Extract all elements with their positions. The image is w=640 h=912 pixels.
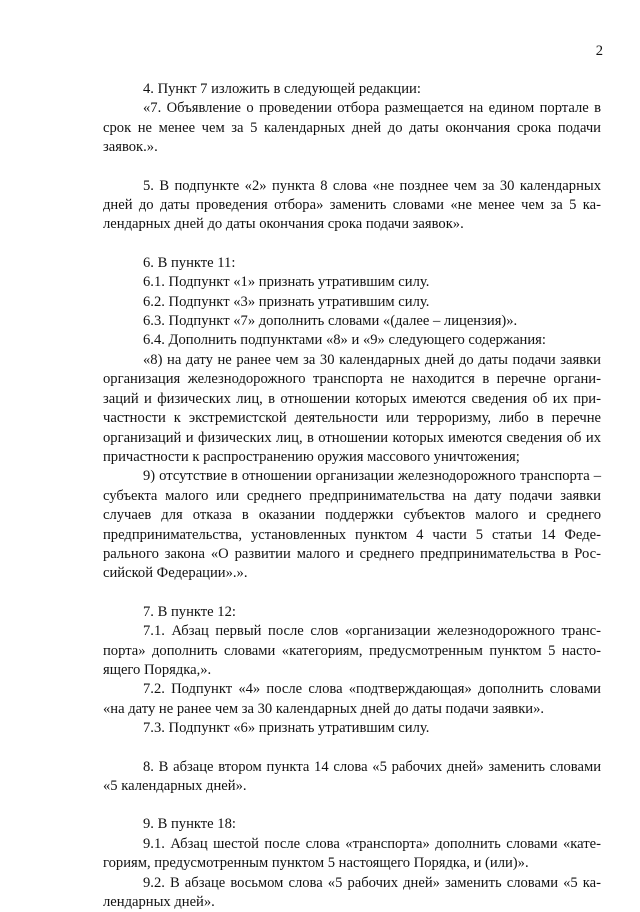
paragraph-item-9-1: 9.1. Абзац шестой после слова «транспорта» дополнить словами «категориям, предусмотренным пунктом 5 настоящего Порядка, и (или)».	[103, 835, 601, 872]
paragraph-item-8: 8. В абзаце втором пункта 14 слова «5 рабочих дней» заменить словами «5 календарных дней».	[103, 758, 601, 794]
paragraph-item-7-3: 7.3. Подпункт «6» признать утратившим силу.	[143, 720, 430, 737]
paragraph-gap	[103, 584, 601, 603]
paragraph-item-7-text: «7. Объявление о проведении отбора размещается на едином портале в срок не менее чем за 5 календарных дней до даты окончания срока подачи заявок.».	[103, 100, 601, 156]
paragraph-item-6-3: 6.3. Подпункт «7» дополнить словами «(далее – лицензия)».	[143, 313, 518, 330]
paragraph-item-4: 4. Пункт 7 изложить в следующей редакции:	[143, 81, 421, 97]
paragraph-item-6-2: 6.2. Подпункт «3» признать утратившим силу.	[143, 293, 430, 310]
paragraph-gap	[103, 235, 601, 254]
paragraph-gap	[103, 796, 601, 815]
paragraph-item-6-1: 6.1. Подпункт «1» признать утратившим силу.	[143, 274, 430, 291]
paragraph-item-7-2: 7.2. Подпункт «4» после слова «подтверждающая» дополнить словами «на дату не ранее чем за 30 календарных дней до даты подачи заявки».	[103, 681, 601, 717]
paragraph-item-6: 6. В пункте 11:	[143, 254, 236, 271]
paragraph-item-9: 9. В пункте 18:	[143, 816, 236, 833]
paragraph-gap	[103, 158, 601, 177]
paragraph-gap	[103, 739, 601, 758]
document-body	[103, 80, 601, 912]
paragraph-item-5: 5. В подпункте «2» пункта 8 слова «не позднее чем за 30 календарных дней до даты проведения отбора» заменить словами «не менее чем за 5 календарных дней до даты окончания срока подачи заявок».	[103, 177, 601, 233]
page-number: 2	[595, 43, 603, 59]
paragraph-item-7: 7. В пункте 12:	[143, 603, 236, 620]
paragraph-item-9-2: 9.2. В абзаце восьмом слова «5 рабочих дней» заменить словами «5 календарных дней».	[103, 874, 601, 911]
paragraph-item-6-4: 6.4. Дополнить подпунктами «8» и «9» следующего содержания:	[143, 332, 546, 349]
paragraph-subitem-8: «8) на дату не ранее чем за 30 календарных дней до даты подачи заявки организация железнодорожного транспорта не находится в перечне организаций и физических лиц, в отношении которых имеются сведения об их причастности к экстремистской деятельности или терроризму, либо в перечне организаций и физических лиц, в отношении которых имеются сведения об их причастности к распространению оружия массового уничтожения;	[103, 351, 601, 465]
paragraph-subitem-9: 9) отсутствие в отношении организации железнодорожного транспорта – субъекта малого или среднего предпринимательства на дату подачи заявки случаев для отказа в оказании поддержки субъектов малого и среднего предпринимательства, установленных пунктом 4 части 5 статьи 14 Федерального закона «О развитии малого и среднего предпринимательства в Российской Федерации».».	[103, 468, 601, 582]
paragraph-item-7-1: 7.1. Абзац первый после слов «организации железнодорожного транспорта» дополнить словами «категориям, предусмотренным пунктом 5 настоящего Порядка,».	[103, 623, 601, 678]
